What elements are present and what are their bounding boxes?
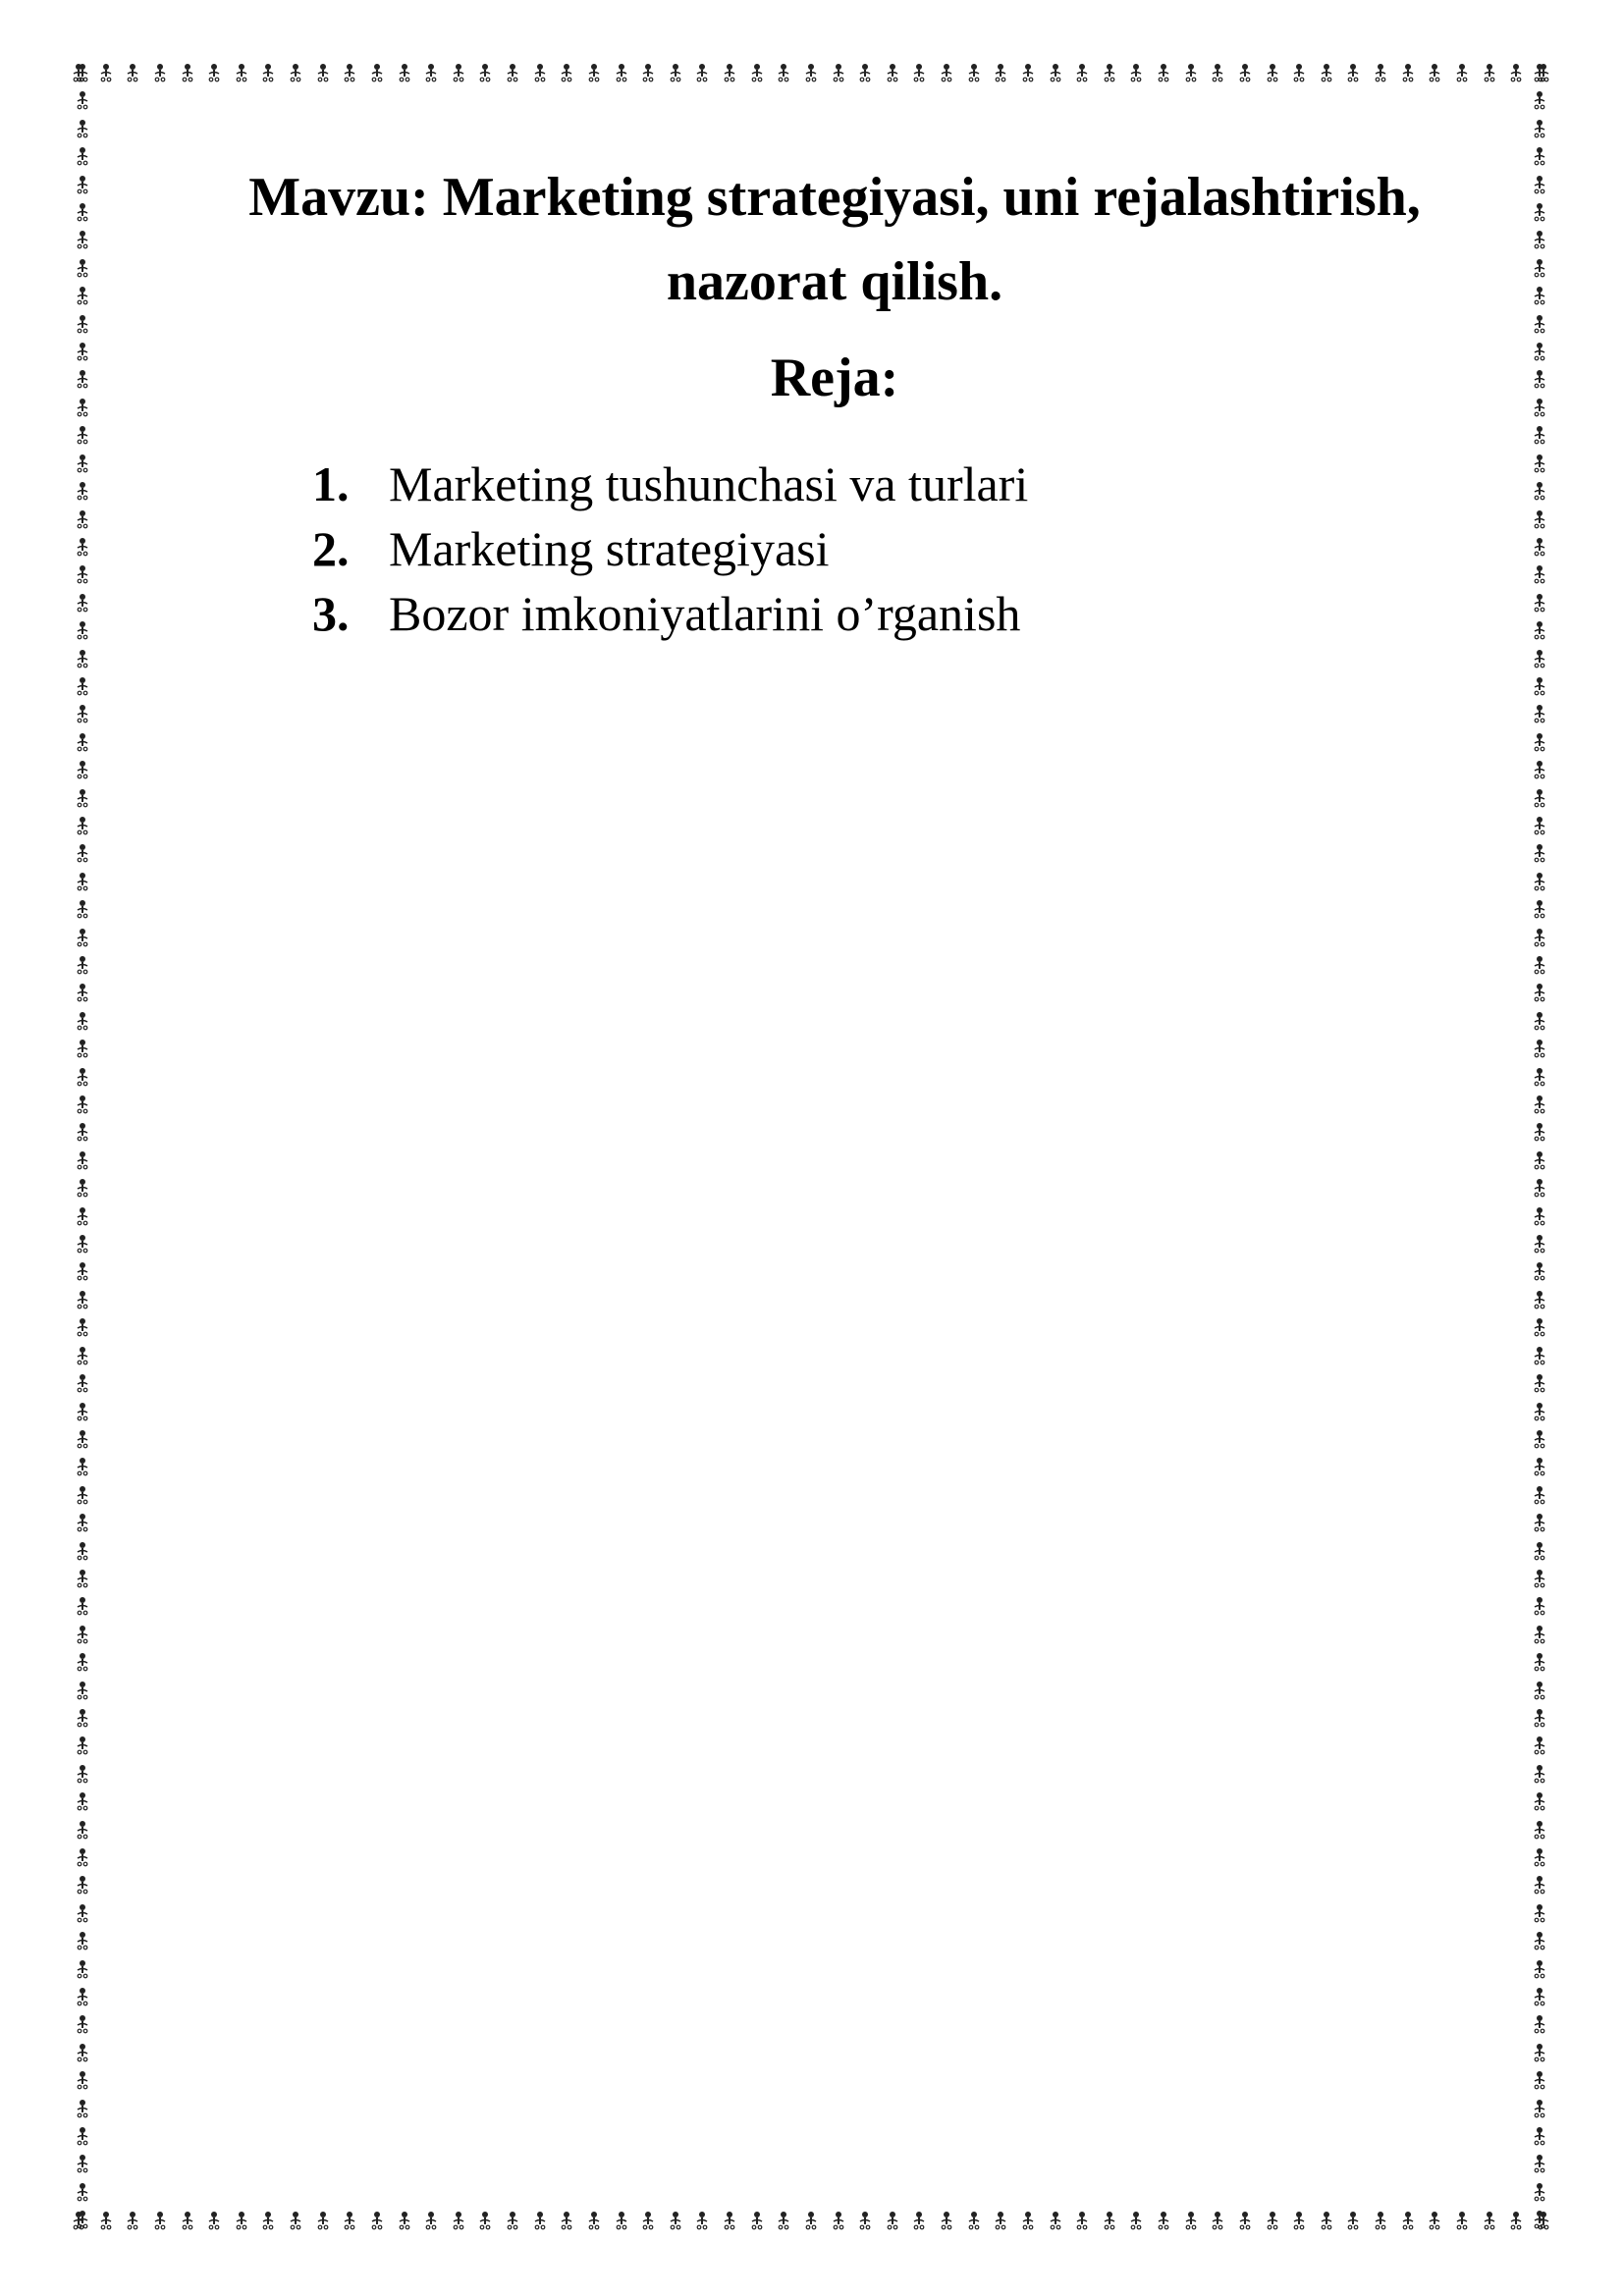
ornament-icon	[1534, 788, 1547, 810]
ornament-icon	[77, 1290, 90, 1311]
ornament-icon	[1484, 2211, 1497, 2232]
ornament-icon	[588, 2211, 602, 2232]
ornament-icon	[859, 63, 873, 84]
ornament-icon	[887, 2211, 900, 2232]
ornament-icon	[290, 2211, 303, 2232]
ornament-icon	[399, 2211, 412, 2232]
ornament-icon	[1022, 2211, 1036, 2232]
ornament-icon	[1534, 1847, 1547, 1869]
ornament-icon	[77, 1261, 90, 1283]
ornament-icon	[77, 286, 90, 307]
ornament-icon	[1534, 1791, 1547, 1813]
ornament-icon	[1534, 843, 1547, 865]
ornament-icon	[425, 63, 439, 84]
ornament-icon	[805, 63, 819, 84]
ornament-icon	[1534, 2099, 1547, 2120]
ornament-icon	[1534, 2154, 1547, 2175]
ornament-icon	[1050, 63, 1063, 84]
ornament-icon	[77, 1903, 90, 1925]
list-item	[312, 516, 1028, 581]
ornament-icon	[670, 63, 683, 84]
ornament-icon	[317, 63, 331, 84]
ornament-icon	[77, 872, 90, 893]
ornament-icon	[859, 2211, 873, 2232]
ornament-icon	[1534, 2043, 1547, 2064]
ornament-icon	[1534, 1903, 1547, 1925]
ornament-icon	[236, 2211, 249, 2232]
ornament-icon	[507, 63, 520, 84]
ornament-icon	[968, 63, 982, 84]
ornament-icon	[154, 63, 168, 84]
ornament-icon	[77, 398, 90, 419]
ornament-icon	[77, 2070, 90, 2092]
ornament-icon	[77, 1150, 90, 1172]
ornament-icon	[1076, 2211, 1090, 2232]
ornament-icon	[262, 2211, 276, 2232]
ornament-icon	[77, 1735, 90, 1757]
ornament-icon	[724, 63, 737, 84]
plan-heading: Reja:	[770, 347, 899, 408]
ornament-icon	[77, 1317, 90, 1339]
ornament-icon	[1534, 481, 1547, 503]
ornament-icon	[642, 63, 656, 84]
ornament-icon	[1534, 1457, 1547, 1478]
ornament-icon	[1510, 63, 1524, 84]
list-item-number: 1.	[312, 456, 350, 511]
ornament-icon	[1321, 2211, 1334, 2232]
ornament-icon	[77, 230, 90, 251]
ornament-icon	[1534, 620, 1547, 642]
ornament-icon	[77, 676, 90, 698]
ornament-icon	[913, 2211, 927, 2232]
ornament-icon	[1534, 1596, 1547, 1618]
ornament-icon	[1534, 1569, 1547, 1590]
ornament-icon	[77, 258, 90, 280]
ornament-icon	[1239, 2211, 1253, 2232]
ornament-icon	[77, 1095, 90, 1116]
ornament-icon	[77, 481, 90, 503]
ornament-icon	[77, 2043, 90, 2064]
ornament-icon	[77, 175, 90, 196]
ornament-icon	[77, 1373, 90, 1395]
ornament-icon	[1104, 2211, 1117, 2232]
page-title: Mavzu: Marketing strategiyasi, uni rejalashtirish, nazorat qilish.	[248, 167, 1421, 312]
ornament-icon	[1130, 2211, 1144, 2232]
ornament-icon	[1534, 509, 1547, 531]
ornament-icon	[1293, 63, 1307, 84]
ornament-icon	[1534, 1178, 1547, 1200]
ornament-icon	[77, 1987, 90, 2008]
ornament-icon	[1534, 119, 1547, 140]
ornament-icon	[77, 1791, 90, 1813]
ornament-icon	[1534, 1652, 1547, 1674]
ornament-icon	[290, 63, 303, 84]
ornament-icon	[1534, 1067, 1547, 1089]
page-border-bottom	[73, 2211, 1551, 2232]
ornament-icon	[696, 2211, 710, 2232]
ornament-icon	[1534, 1011, 1547, 1033]
ornament-icon	[77, 146, 90, 168]
ornament-icon	[1076, 63, 1090, 84]
ornament-icon	[399, 63, 412, 84]
ornament-icon	[77, 2210, 90, 2231]
ornament-icon	[77, 983, 90, 1004]
ornament-icon	[1534, 1122, 1547, 1144]
ornament-icon	[1534, 1681, 1547, 1702]
ornament-icon	[1402, 2211, 1416, 2232]
ornament-icon	[77, 788, 90, 810]
ornament-icon	[1534, 425, 1547, 447]
ornament-icon	[1534, 454, 1547, 475]
ornament-icon	[77, 1681, 90, 1702]
ornament-icon	[751, 2211, 765, 2232]
ornament-icon	[77, 202, 90, 224]
ornament-icon	[208, 2211, 222, 2232]
ornament-icon	[1534, 1931, 1547, 1952]
ornament-icon	[1534, 928, 1547, 949]
ornament-icon	[77, 1764, 90, 1786]
ornament-icon	[77, 620, 90, 642]
ornament-icon	[1534, 1095, 1547, 1116]
ornament-icon	[77, 1652, 90, 1674]
ornament-icon	[77, 816, 90, 837]
ornament-icon	[1534, 2014, 1547, 2036]
ornament-icon	[1534, 175, 1547, 196]
ornament-icon	[77, 843, 90, 865]
ornament-icon	[616, 2211, 629, 2232]
ornament-icon	[507, 2211, 520, 2232]
ornament-icon	[77, 119, 90, 140]
ornament-icon	[77, 928, 90, 949]
ornament-icon	[1534, 760, 1547, 781]
ornament-icon	[1321, 63, 1334, 84]
ornament-icon	[642, 2211, 656, 2232]
ornament-icon	[1239, 63, 1253, 84]
ornament-icon	[1347, 63, 1361, 84]
ornament-icon	[805, 2211, 819, 2232]
ornament-icon	[534, 2211, 548, 2232]
list-item	[312, 581, 1028, 646]
ornament-icon	[588, 63, 602, 84]
ornament-icon	[995, 63, 1008, 84]
ornament-icon	[1534, 1206, 1547, 1228]
ornament-icon	[724, 2211, 737, 2232]
ornament-icon	[1104, 63, 1117, 84]
ornament-icon	[1534, 1987, 1547, 2008]
ornament-icon	[77, 1541, 90, 1563]
ornament-icon	[453, 63, 466, 84]
ornament-icon	[1534, 983, 1547, 1004]
list-item-text: Marketing strategiyasi	[389, 521, 830, 576]
ornament-icon	[77, 314, 90, 336]
ornament-icon	[77, 1847, 90, 1869]
ornament-icon	[77, 760, 90, 781]
ornament-icon	[479, 2211, 493, 2232]
list-item-text: Marketing tushunchasi va turlari	[389, 456, 1029, 511]
ornament-icon	[77, 1596, 90, 1618]
ornament-icon	[77, 454, 90, 475]
ornament-icon	[77, 2014, 90, 2036]
ornament-icon	[100, 2211, 114, 2232]
ornament-icon	[77, 537, 90, 559]
ornament-icon	[1534, 816, 1547, 837]
ornament-icon	[77, 1708, 90, 1730]
ornament-icon	[154, 2211, 168, 2232]
ornament-icon	[77, 593, 90, 614]
ornament-icon	[1534, 258, 1547, 280]
ornament-icon	[968, 2211, 982, 2232]
ornament-icon	[77, 649, 90, 670]
ornament-icon	[127, 2211, 140, 2232]
ornament-icon	[77, 1820, 90, 1842]
ornament-icon	[1022, 63, 1036, 84]
ornament-icon	[1510, 2211, 1524, 2232]
ornament-icon	[1534, 1513, 1547, 1534]
ornament-icon	[77, 1513, 90, 1534]
ornament-icon	[77, 899, 90, 921]
ornament-icon	[1534, 1234, 1547, 1255]
ornament-icon	[751, 63, 765, 84]
ornament-icon	[77, 1429, 90, 1451]
ornament-icon	[1185, 2211, 1199, 2232]
ornament-icon	[1534, 2126, 1547, 2148]
ornament-icon	[1456, 2211, 1470, 2232]
ornament-icon	[262, 63, 276, 84]
ornament-icon	[77, 1206, 90, 1228]
ornament-icon	[77, 1011, 90, 1033]
ornament-icon	[1158, 63, 1171, 84]
ornament-icon	[1212, 2211, 1225, 2232]
ornament-icon	[616, 63, 629, 84]
ornament-icon	[1534, 286, 1547, 307]
ornament-icon	[1456, 63, 1470, 84]
ornament-icon	[77, 425, 90, 447]
page-border-left	[73, 63, 94, 2232]
ornament-icon	[236, 63, 249, 84]
ornament-icon	[1293, 2211, 1307, 2232]
ornament-icon	[1534, 593, 1547, 614]
ornament-icon	[1347, 2211, 1361, 2232]
ornament-icon	[1534, 1735, 1547, 1757]
ornament-icon	[1402, 63, 1416, 84]
ornament-icon	[77, 732, 90, 754]
ornament-icon	[1534, 1875, 1547, 1896]
ornament-icon	[1534, 2070, 1547, 2092]
ornament-icon	[77, 1625, 90, 1646]
ornament-icon	[941, 63, 954, 84]
ornament-icon	[1534, 1541, 1547, 1563]
page-border-top	[73, 63, 1551, 84]
ornament-icon	[425, 2211, 439, 2232]
ornament-icon	[1534, 314, 1547, 336]
ornament-icon	[77, 1457, 90, 1478]
ornament-icon	[77, 63, 90, 84]
ornament-icon	[1484, 63, 1497, 84]
ornament-icon	[182, 63, 195, 84]
ornament-icon	[887, 63, 900, 84]
ornament-icon	[77, 2182, 90, 2204]
ornament-icon	[1534, 1317, 1547, 1339]
ornament-icon	[371, 2211, 385, 2232]
ornament-icon	[1375, 2211, 1388, 2232]
ornament-icon	[1534, 732, 1547, 754]
ornament-icon	[1429, 63, 1442, 84]
ornament-icon	[453, 2211, 466, 2232]
ornament-icon	[1158, 2211, 1171, 2232]
ornament-icon	[1534, 1373, 1547, 1395]
ornament-icon	[561, 63, 574, 84]
list-item-number: 3.	[312, 586, 350, 641]
ornament-icon	[317, 2211, 331, 2232]
ornament-icon	[77, 1346, 90, 1367]
ornament-icon	[1534, 63, 1547, 84]
ornament-icon	[1267, 63, 1280, 84]
ornament-icon	[1534, 676, 1547, 698]
ornament-icon	[1534, 872, 1547, 893]
ornament-icon	[77, 1875, 90, 1896]
ornament-icon	[77, 564, 90, 586]
ornament-icon	[1212, 63, 1225, 84]
ornament-icon	[1185, 63, 1199, 84]
ornament-icon	[182, 2211, 195, 2232]
page-border-right	[1530, 63, 1551, 2232]
ornament-icon	[1534, 398, 1547, 419]
ornament-icon	[1375, 63, 1388, 84]
ornament-icon	[371, 63, 385, 84]
ornament-icon	[1534, 955, 1547, 977]
ornament-icon	[1534, 1764, 1547, 1786]
ornament-icon	[77, 704, 90, 725]
ornament-icon	[1534, 342, 1547, 363]
ornament-icon	[77, 2126, 90, 2148]
ornament-icon	[1534, 1261, 1547, 1283]
ornament-icon	[833, 2211, 846, 2232]
ornament-icon	[100, 63, 114, 84]
list-item-number: 2.	[312, 521, 350, 576]
ornament-icon	[1534, 1625, 1547, 1646]
ornament-icon	[1534, 2182, 1547, 2204]
ornament-icon	[1267, 2211, 1280, 2232]
list-item-text: Bozor imkoniyatlarini o’rganish	[389, 586, 1021, 641]
ornament-icon	[344, 63, 357, 84]
ornament-icon	[479, 63, 493, 84]
ornament-icon	[534, 63, 548, 84]
ornament-icon	[1534, 1820, 1547, 1842]
ornament-icon	[1534, 1429, 1547, 1451]
ornament-icon	[77, 1485, 90, 1507]
ornament-icon	[778, 2211, 791, 2232]
ornament-icon	[77, 1959, 90, 1981]
ornament-icon	[1534, 230, 1547, 251]
ornament-icon	[1534, 2210, 1547, 2231]
ornament-icon	[561, 2211, 574, 2232]
ornament-icon	[77, 2154, 90, 2175]
ornament-icon	[941, 2211, 954, 2232]
ornament-icon	[1534, 369, 1547, 391]
ornament-icon	[1534, 649, 1547, 670]
ornament-icon	[77, 2099, 90, 2120]
ornament-icon	[1534, 1290, 1547, 1311]
ornament-icon	[1534, 564, 1547, 586]
ornament-icon	[1534, 90, 1547, 112]
ornament-icon	[778, 63, 791, 84]
list-item	[312, 452, 1028, 516]
ornament-icon	[208, 63, 222, 84]
ornament-icon	[77, 955, 90, 977]
ornament-icon	[913, 63, 927, 84]
ornament-icon	[77, 1402, 90, 1423]
ornament-icon	[1050, 2211, 1063, 2232]
ornament-icon	[77, 90, 90, 112]
ornament-icon	[1534, 1708, 1547, 1730]
ornament-icon	[1534, 899, 1547, 921]
ornament-icon	[77, 1067, 90, 1089]
ornament-icon	[696, 63, 710, 84]
ornament-icon	[1534, 1402, 1547, 1423]
ornament-icon	[1429, 2211, 1442, 2232]
ornament-icon	[77, 1122, 90, 1144]
ornament-icon	[77, 1569, 90, 1590]
ornament-icon	[1534, 704, 1547, 725]
ornament-icon	[1534, 146, 1547, 168]
ornament-icon	[77, 509, 90, 531]
ornament-icon	[1534, 1150, 1547, 1172]
ornament-icon	[127, 63, 140, 84]
ornament-icon	[995, 2211, 1008, 2232]
ornament-icon	[344, 2211, 357, 2232]
ornament-icon	[1534, 1039, 1547, 1060]
plan-list	[312, 452, 1028, 646]
ornament-icon	[1534, 1346, 1547, 1367]
ornament-icon	[77, 342, 90, 363]
ornament-icon	[670, 2211, 683, 2232]
ornament-icon	[1534, 537, 1547, 559]
ornament-icon	[1534, 1485, 1547, 1507]
ornament-icon	[77, 369, 90, 391]
ornament-icon	[77, 1178, 90, 1200]
ornament-icon	[1130, 63, 1144, 84]
ornament-icon	[77, 1234, 90, 1255]
ornament-icon	[1534, 202, 1547, 224]
ornament-icon	[1534, 1959, 1547, 1981]
ornament-icon	[77, 1039, 90, 1060]
ornament-icon	[833, 63, 846, 84]
ornament-icon	[77, 1931, 90, 1952]
